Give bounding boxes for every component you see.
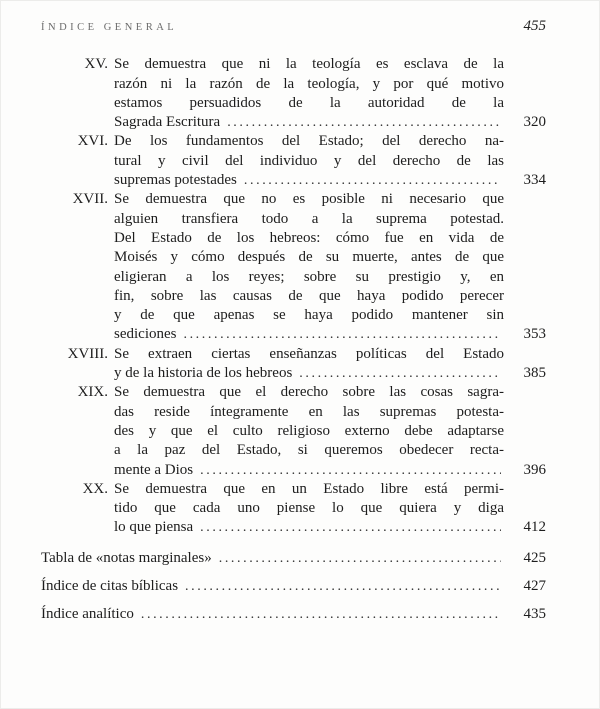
page-header [41, 17, 546, 37]
chapter-title [114, 345, 504, 384]
chapter-numeral: XVIII. [67, 345, 108, 362]
chapter-numeral: XX. [82, 480, 108, 497]
toc-entry [41, 55, 546, 132]
title-line-text: lo que piensa [114, 519, 194, 536]
page-ref: 353 [523, 326, 546, 343]
chapter-numeral: XVII. [72, 191, 108, 208]
title-line: Se demuestra que ni la teología es esclava de la [114, 56, 504, 73]
title-line: Se demuestra que el derecho sobre las cosas sagra- [114, 384, 504, 401]
chapter-numeral: XIX. [77, 384, 108, 401]
title-last-line [114, 325, 504, 344]
page-ref: 427 [523, 577, 546, 594]
running-title: ÍNDICE GENERAL [41, 22, 178, 33]
back-matter-list [41, 549, 546, 624]
dot-leader [200, 518, 501, 537]
chapter-numeral: XVI. [77, 133, 108, 150]
page-ref: 385 [523, 365, 546, 382]
title-last-line [114, 461, 504, 480]
title-line: y de que apenas se haya podido mantener sin [114, 307, 504, 324]
page-ref: 412 [523, 519, 546, 536]
title-line-text: Sagrada Escritura [114, 114, 221, 131]
chapter-title [114, 132, 504, 190]
page-ref: 334 [523, 172, 546, 189]
title-last-line [114, 113, 504, 132]
page-ref: 425 [523, 549, 546, 566]
title-line: tido que cada uno piense lo que quiera y diga [114, 500, 504, 517]
dot-leader [227, 113, 501, 132]
chapter-title [114, 55, 504, 132]
title-line: eligieran a los reyes; sobre su prestigio y, en [114, 268, 504, 285]
page-ref: 396 [523, 461, 546, 478]
title-line: Se demuestra que en un Estado libre está permi- [114, 480, 504, 497]
title-line: alguien transfiera todo a la suprema potestad. [114, 210, 504, 227]
title-line-text: y de la historia de los hebreos [114, 365, 293, 382]
dot-leader [244, 171, 501, 190]
index-entry-label: Índice de citas bíblicas [41, 577, 179, 594]
title-line: estamos persuadidos de la autoridad de la [114, 94, 504, 111]
title-line: Se demuestra que no es posible ni necesario que [114, 191, 504, 208]
chapter-title [114, 480, 504, 538]
title-line: Moisés y cómo después de su muerte, antes de que [114, 249, 504, 266]
title-line: a la paz del Estado, si queremos obedecer recta- [114, 442, 504, 459]
toc-entry [41, 132, 546, 190]
page-ref: 435 [523, 605, 546, 622]
toc-list [41, 55, 546, 537]
dot-leader [219, 549, 501, 568]
title-line-text: supremas potestades [114, 172, 237, 189]
dot-leader [183, 325, 501, 344]
toc-entry [41, 383, 546, 479]
chapter-numeral: XV. [84, 56, 108, 73]
title-line: tural y civil del individuo y del derecho de las [114, 152, 504, 169]
index-entry-label: Índice analítico [41, 605, 134, 622]
index-entry-label: Tabla de «notas marginales» [41, 549, 212, 566]
title-line-text: mente a Dios [114, 461, 194, 478]
title-line-text: sediciones [114, 326, 177, 343]
toc-entry [41, 190, 546, 344]
toc-entry [41, 480, 546, 538]
folio-number: 455 [523, 18, 546, 34]
index-entry [41, 605, 546, 624]
page-ref: 320 [523, 114, 546, 131]
dot-leader [200, 461, 501, 480]
dot-leader [141, 605, 501, 624]
title-last-line [114, 171, 504, 190]
dot-leader [299, 364, 501, 383]
title-last-line [114, 364, 504, 383]
title-line: razón ni la razón de la teología, y por qué motivo [114, 75, 504, 92]
title-line: Se extraen ciertas enseñanzas políticas del Estado [114, 345, 504, 362]
title-line: De los fundamentos del Estado; del derecho na- [114, 133, 504, 150]
title-line: das reside íntegramente en las supremas potesta- [114, 403, 504, 420]
index-entry [41, 549, 546, 568]
title-line: fin, sobre las causas de que haya podido perecer [114, 287, 504, 304]
index-entry [41, 577, 546, 596]
chapter-title [114, 190, 504, 344]
toc-entry [41, 345, 546, 384]
title-line: des y que el culto religioso externo debe adaptarse [114, 422, 504, 439]
title-line: Del Estado de los hebreos: cómo fue en vida de [114, 229, 504, 246]
title-last-line [114, 518, 504, 537]
chapter-title [114, 383, 504, 479]
dot-leader [185, 577, 501, 596]
